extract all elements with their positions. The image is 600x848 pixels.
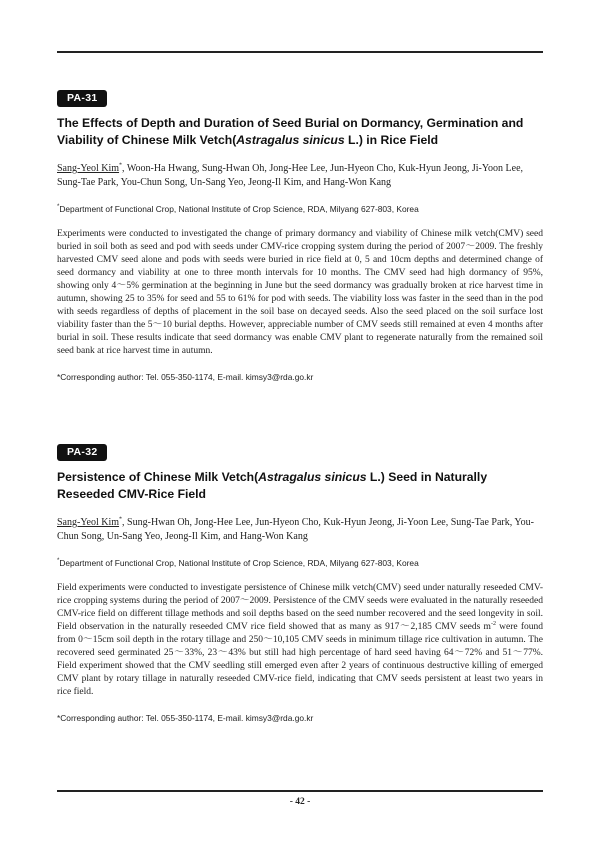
bottom-rule bbox=[57, 790, 543, 792]
abstract-pa-32 bbox=[57, 442, 543, 724]
title-text: The Effects of Depth and Duration of Seed Burial on Dormancy, Germination and Viability of Chinese Milk Vetch( bbox=[57, 116, 524, 147]
abstract-code-badge: PA-32 bbox=[57, 444, 107, 461]
corresponding-author: *Corresponding author: Tel. 055-350-1174, E-mail. kimsy3@rda.go.kr bbox=[57, 372, 314, 382]
corresponding-author: *Corresponding author: Tel. 055-350-1174, E-mail. kimsy3@rda.go.kr bbox=[57, 713, 314, 723]
scientific-name: Astragalus sinicus bbox=[236, 133, 345, 147]
affiliation-text: Department of Functional Crop, National Institute of Crop Science, RDA, Milyang 627-803, Korea bbox=[59, 204, 419, 214]
affiliation-mark: * bbox=[57, 558, 60, 565]
abstract-code-badge: PA-31 bbox=[57, 90, 107, 107]
unit-exponent: -2 bbox=[490, 620, 496, 627]
corresponding-mark: * bbox=[119, 162, 123, 169]
top-rule bbox=[57, 51, 543, 53]
title-text-end: L.) in Rice Field bbox=[344, 133, 439, 147]
other-authors: , Woon-Ha Hwang, Sung-Hwan Oh, Jong-Hee Lee, Jun-Hyeon Cho, Kuk-Hyun Jeong, Ji-Yoon Lee, Sung-Tae Park, You-Chun Song, Un-Sang Yeo, Jeong-Il Kim, and Hang-Won Kang bbox=[57, 163, 524, 188]
abstract-body bbox=[57, 582, 543, 699]
other-authors: , Sung-Hwan Oh, Jong-Hee Lee, Jun-Hyeon Cho, Kuk-Hyun Jeong, Ji-Yoon Lee, Sung-Tae Park, You-Chun Song, Un-Sang Yeo, Jeong-Il Kim, and Hang-Won Kang bbox=[57, 517, 534, 542]
affiliation bbox=[57, 557, 543, 569]
corresponding-mark: * bbox=[119, 516, 123, 523]
scientific-name: Astragalus sinicus bbox=[258, 470, 367, 484]
affiliation-mark: * bbox=[57, 204, 60, 211]
author-list bbox=[57, 516, 543, 544]
first-author: Sang-Yeol Kim bbox=[57, 517, 120, 528]
abstract-title bbox=[57, 115, 543, 149]
title-text: Persistence of Chinese Milk Vetch( bbox=[57, 470, 259, 484]
abstract-title bbox=[57, 469, 543, 503]
abstract-body: Experiments were conducted to investigated the change of primary dormancy and viability of Chinese milk vetch(CMV) seed buried in soil both as seed and pod with seeds under CMV-rice cropping system during the period of 2007～2009. The freshly harvested CMV seed alone and pods with seeds were buried in rice field at 0, 5 and 10cm depths and determined change of seed dormancy and viability at one to three month intervals for 10 months. The CMV seed had high dormancy of 95%, showing only 4～5% germination at the beginning in June but the seed dormancy was gradually broken at rice harvest time in autumn, showing 25 to 35% for seed and 55 to 61% for pod with seeds. The viability loss was faster in the seed than in the pod with seeds regardless of depths of placement in the soil base on decayed seeds. Also the seed placed on the soil surface lost viability faster than the 5～10 burial depths. However, appreciable number of CMV seeds still remained at even 4 months after burial in soil. These results indicate that seed dormancy was enable CMV plant to regenerate naturally from the remained soil seed bank at rice harvest time in autumn. bbox=[57, 229, 543, 356]
first-author: Sang-Yeol Kim bbox=[57, 163, 120, 174]
page-number: - 42 - bbox=[289, 797, 311, 807]
title-text-end: L.) Seed in Naturally Reseeded CMV-Rice Field bbox=[57, 470, 488, 501]
body-text: Field experiments were conducted to investigate persistence of Chinese milk vetch(CMV) seed under naturally reseeded CMV-rice cropping systems during the period of 2007～2009. Persistence of the CMV seeds were evaluated in the naturally reseeded CMV-rice field on different tillage methods and soil depths based on the seed number recovered and the seed longevity in soil. Field observation in the naturally reseeded CMV rice field showed that as many as 917～2,185 CMV seeds m bbox=[57, 583, 543, 632]
affiliation-text: Department of Functional Crop, National Institute of Crop Science, RDA, Milyang 627-803, Korea bbox=[59, 558, 419, 568]
abstract-pa-31 bbox=[57, 88, 543, 383]
author-list bbox=[57, 162, 543, 190]
body-text-cont: were found from 0～15cm soil depth in the rotary tillage and 250～10,105 CMV seeds in minimum tillage rice cultivation in autumn. The recovered seed germinated 25～33%, 23～43% but still had high percentage of hard seed having 64～72% and 51～77%. Field experiment showed that the CMV seedling still emerged even after 2 years of continuous destructive killing of emerged CMV plant by rotary tillage in naturally reseeded CMV-rice field, indicating that CMV seeds persistent at least two years in rice field. bbox=[57, 622, 543, 697]
affiliation bbox=[57, 203, 543, 215]
